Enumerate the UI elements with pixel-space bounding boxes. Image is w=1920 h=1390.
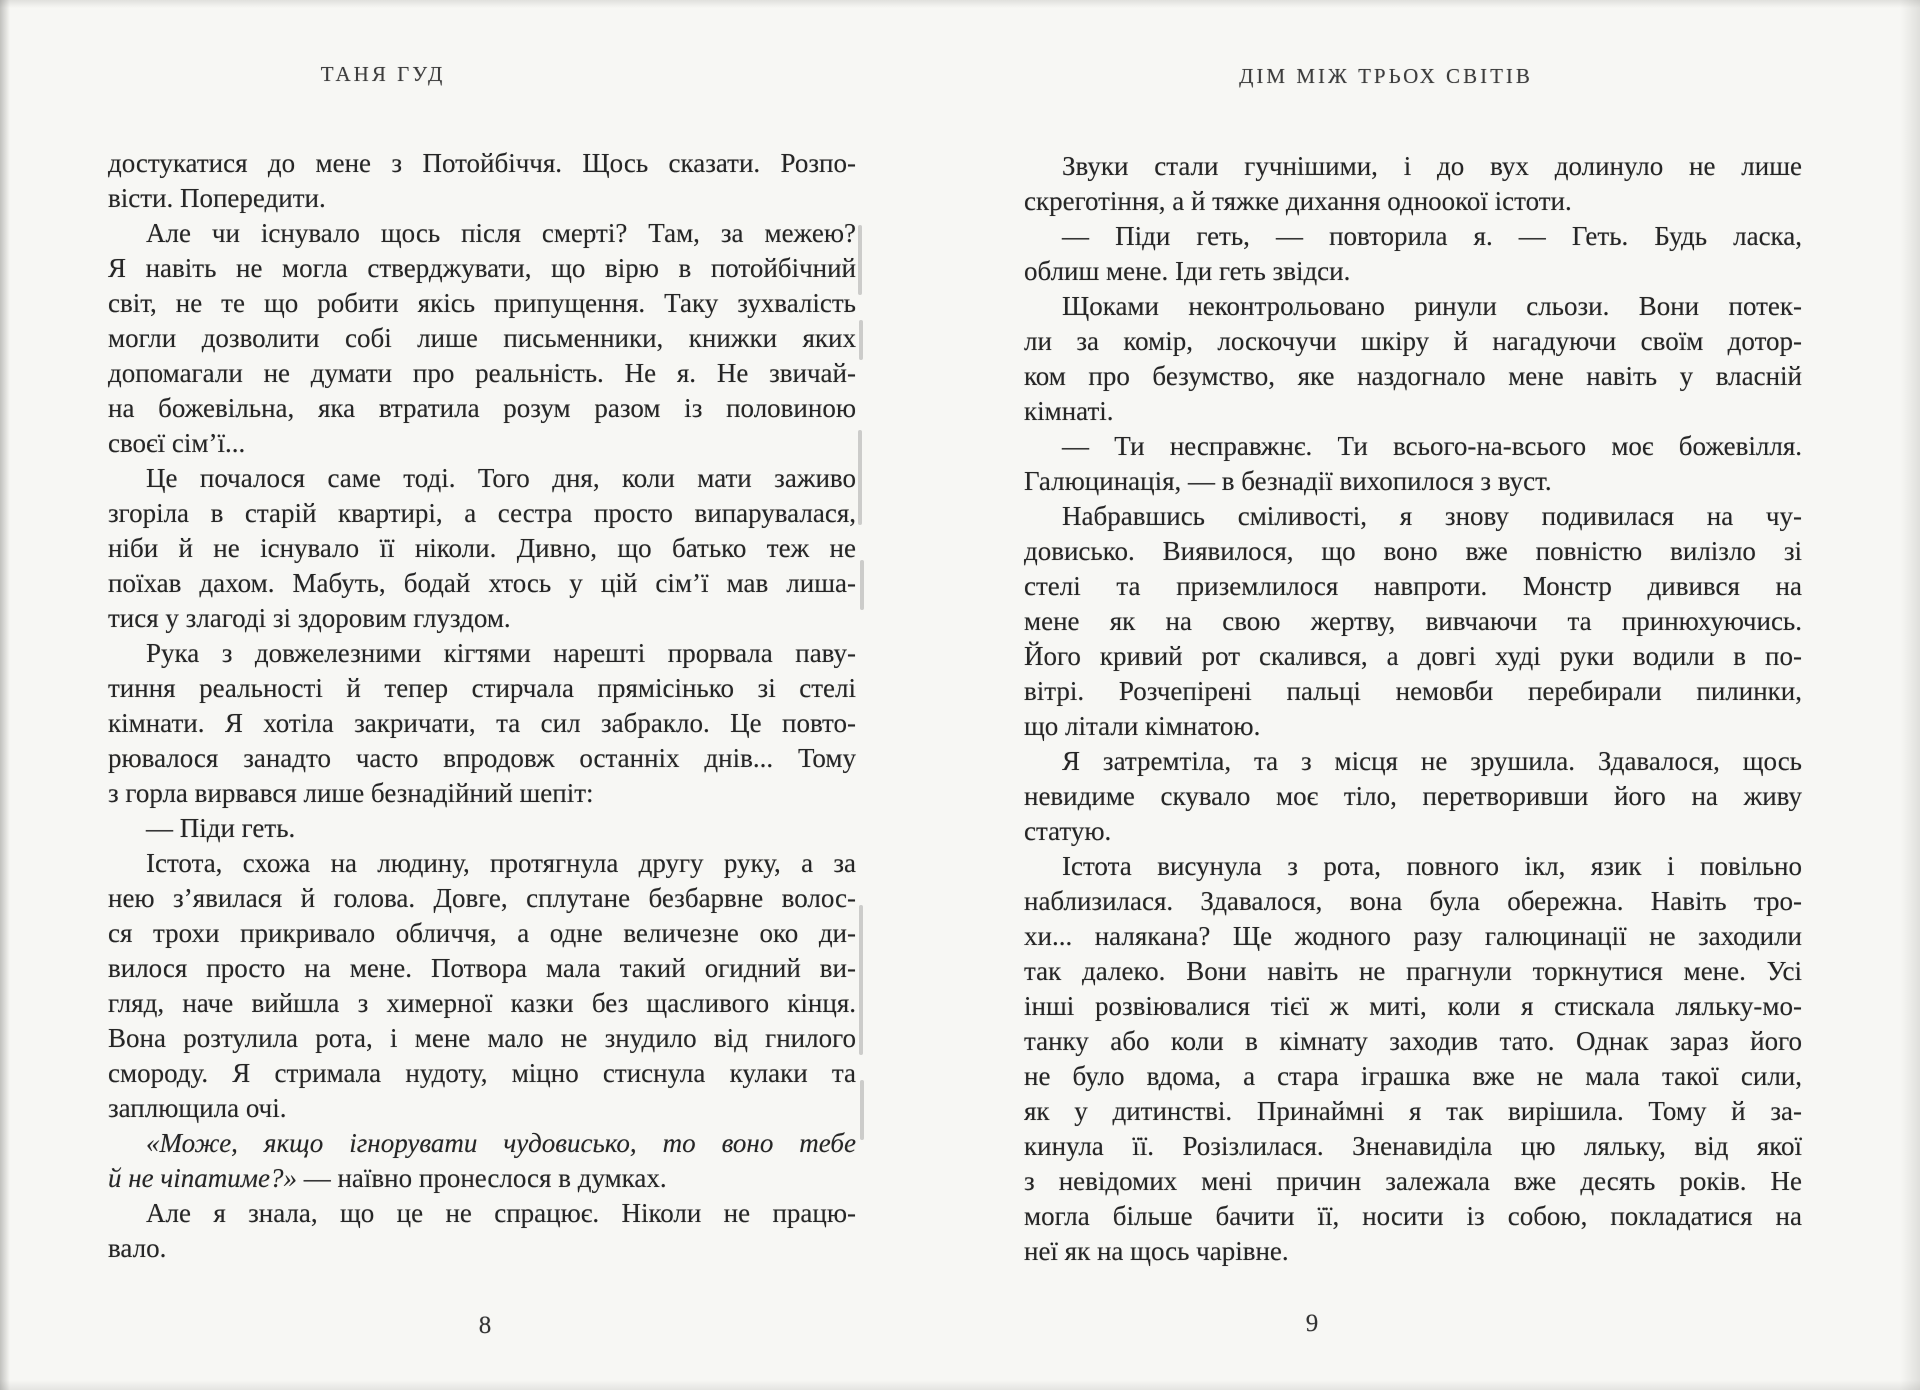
text-line: хи... налякана? Ще жодного разу галюцинації не заходили (1024, 921, 1802, 951)
text-line: мене як на свою жертву, вивчаючи та принюхуючись. (1024, 606, 1802, 636)
text-line: — Піди геть. (146, 813, 296, 843)
text-line: світ, не те що робити якісь припущення. Таку зухвалість (108, 288, 856, 318)
scan-edge-shadow-right (1900, 0, 1920, 1390)
text-line: Я затремтіла, та з місця не зрушила. Здавалося, щось (1062, 746, 1802, 776)
text-line: що літали кімнатою. (1024, 711, 1261, 741)
text-line: гляд, наче вийшла з химерної казки без щасливого кінця. (108, 988, 856, 1018)
page-number-left: 8 (478, 1312, 492, 1339)
text-line: рювалося занадто часто впродовж останніх днів... Тому (108, 743, 856, 773)
gutter-shadow (860, 560, 864, 610)
text-line: згоріла в старій квартирі, а сестра просто випарувалася, (108, 498, 856, 528)
text-line: нею з’явилася й голова. Довге, сплутане безбарвне волос- (108, 883, 856, 913)
text-line: — Ти несправжнє. Ти всього-на-всього моє божевілля. (1062, 431, 1802, 461)
text-line: наблизилася. Здавалося, вона була обережна. Навіть тро- (1024, 886, 1802, 916)
text-line: смороду. Я стримала нудоту, міцно стиснула кулаки та (108, 1058, 856, 1088)
text-line: могла більше бачити її, носити із собою, покладатися на (1024, 1201, 1802, 1231)
scan-edge-shadow-top (0, 0, 1920, 8)
text-line: тися у злагоді зі здоровим глуздом. (108, 603, 511, 633)
text-line: кімнаті. (1024, 396, 1114, 426)
scan-edge-shadow-bottom (0, 1380, 1920, 1390)
text-line: Вона розтулила рота, і мене мало не знудило від гнилого (108, 1023, 856, 1053)
running-header-title: ДІМ МІЖ ТРЬОХ СВІТІВ (1239, 64, 1533, 88)
text-line: ли за комір, лоскочучи шкіру й нагадуючи своїм дотор- (1024, 326, 1802, 356)
text-line: заплющила очі. (108, 1093, 287, 1123)
text-line: на божевільна, яка втратила розум разом із половиною (108, 393, 856, 423)
gutter-shadow (858, 430, 862, 525)
text-line: допомагали не думати про реальність. Не я. Не звичай- (108, 358, 856, 388)
text-line: не було вдома, а стара іграшка вже не мала такої сили, (1024, 1061, 1802, 1091)
text-line: довисько. Виявилося, що воно вже повністю вилізло зі (1024, 536, 1802, 566)
text-line: як у дитинстві. Принаймні я так вирішила. Тому й за- (1024, 1096, 1802, 1126)
text-line: так далеко. Вони навіть не прагнули торкнутися мене. Усі (1024, 956, 1802, 986)
text-line: Його кривий рот скалився, а довгі худі руки водили в по- (1024, 641, 1802, 671)
text-line: Це почалося саме тоді. Того дня, коли мати заживо (146, 463, 856, 493)
text-line: ніби й не існувало її ніколи. Дивно, що батько теж не (108, 533, 856, 563)
text-line: Набравшись сміливості, я знову подивилася на чу- (1062, 501, 1802, 531)
text-line: й не чіпатиме?» — наївно пронеслося в думках. (108, 1163, 667, 1193)
text-line: достукатися до мене з Потойбіччя. Щось сказати. Розпо- (108, 148, 856, 178)
text-line: з горла вирвався лише безнадійний шепіт: (108, 778, 594, 808)
text-line: неї як на щось чарівне. (1024, 1236, 1289, 1266)
text-line: інші розвіювалися тієї ж миті, коли я стискала ляльку-мо- (1024, 991, 1802, 1021)
text-line: Звуки стали гучнішими, і до вух долинуло не лише (1062, 151, 1802, 181)
gutter-shadow (858, 225, 862, 295)
text-line: могли дозволити собі лише письменники, книжки яких (108, 323, 856, 353)
gutter-shadow (859, 905, 863, 1055)
text-line: Істота, схожа на людину, протягнула другу руку, а за (146, 848, 856, 878)
running-header-author: ТАНЯ ГУД (320, 62, 446, 86)
text-line: облиш мене. Іди геть звідси. (1024, 256, 1351, 286)
text-line: вітрі. Розчепірені пальці немовби перебирали пилинки, (1024, 676, 1802, 706)
gutter-shadow (859, 320, 863, 360)
left-page-text (108, 146, 856, 1266)
text-line: ся трохи прикривало обличчя, а одне величезне око ди- (108, 918, 856, 948)
text-line: Істота висунула з рота, повного ікл, язик і повільно (1062, 851, 1802, 881)
text-line: Галюцинація, — в безнадії вихопилося з вуст. (1024, 466, 1552, 496)
text-line: з невідомих мені причин залежала вже десять років. Не (1024, 1166, 1802, 1196)
text-line: своєї сім’ї... (108, 428, 246, 458)
gutter-shadow (860, 1080, 864, 1140)
text-line: Але я знала, що це не спрацює. Ніколи не працю- (146, 1198, 856, 1228)
text-line: вісти. Попередити. (108, 183, 326, 213)
page-number-right: 9 (1305, 1310, 1319, 1337)
text-line: вилося просто на мене. Потвора мала такий огидний ви- (108, 953, 856, 983)
text-line: — Піди геть, — повторила я. — Геть. Будь ласка, (1062, 221, 1802, 251)
text-line: невидиме скувало моє тіло, перетворивши його на живу (1024, 781, 1802, 811)
text-line: Я навіть не могла стверджувати, що вірю в потойбічний (108, 253, 856, 283)
text-line: «Може, якщо ігнорувати чудовисько, то воно тебе (146, 1128, 856, 1158)
right-page-text (1024, 149, 1802, 1269)
text-line: Щоками неконтрольовано ринули сльози. Вони потек- (1062, 291, 1802, 321)
text-line: стелі та приземлилося навпроти. Монстр дивився на (1024, 571, 1802, 601)
text-line: тиння реальності й тепер стирчала прямісінько зі стелі (108, 673, 856, 703)
text-line: Але чи існувало щось після смерті? Там, за межею? (146, 218, 856, 248)
text-line: кинула її. Розізлилася. Зненавиділа цю ляльку, від якої (1024, 1131, 1802, 1161)
text-line: вало. (108, 1233, 167, 1263)
text-line: поїхав дахом. Мабуть, бодай хтось у цій сім’ї мав лиша- (108, 568, 856, 598)
text-line: кімнати. Я хотіла закричати, та сил забракло. Це повто- (108, 708, 856, 738)
text-line: танку або коли в кімнату заходив тато. Однак зараз його (1024, 1026, 1802, 1056)
text-line: ком про безумство, яке наздогнало мене навіть у власній (1024, 361, 1802, 391)
text-line: скреготіння, а й тяжке дихання одноокої істоти. (1024, 186, 1572, 216)
scan-edge-shadow-left (0, 0, 10, 1390)
text-line: статую. (1024, 816, 1112, 846)
text-line: Рука з довжелезними кігтями нарешті прорвала паву- (146, 638, 856, 668)
